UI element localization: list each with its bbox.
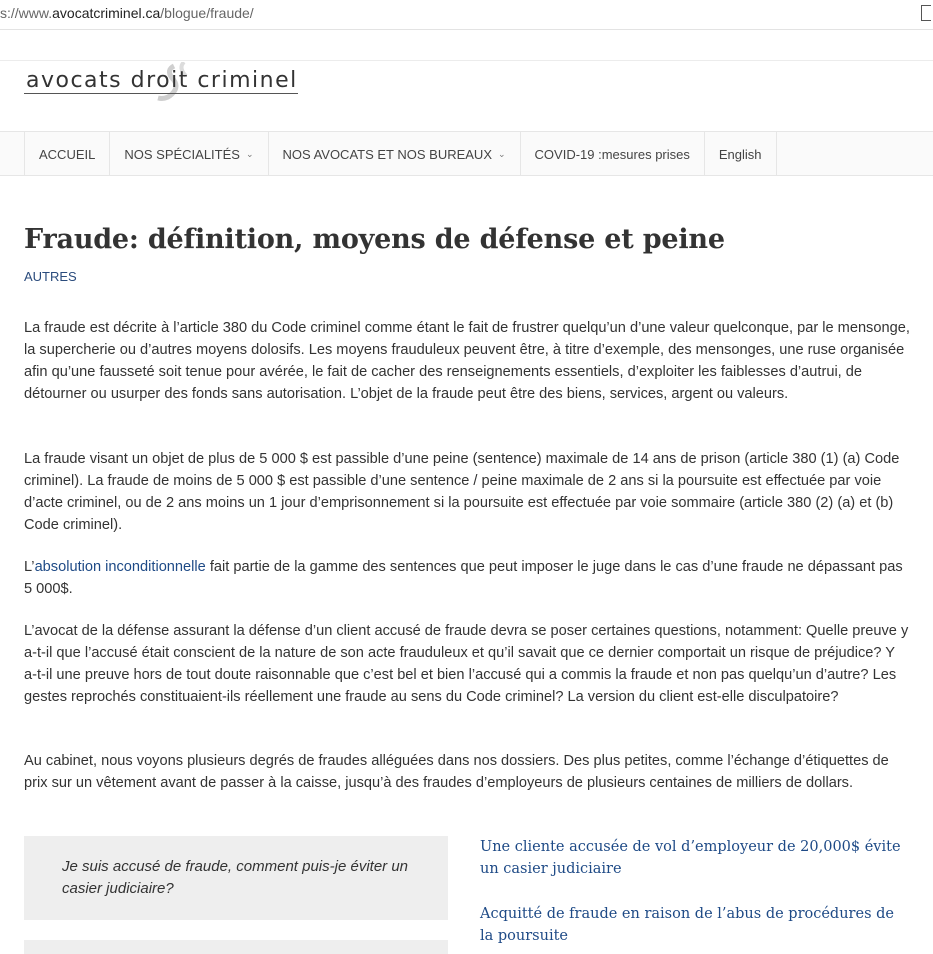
- category-link[interactable]: AUTRES: [24, 269, 77, 284]
- nav-item-specialites[interactable]: [110, 132, 268, 176]
- article-paragraph-1: La fraude est décrite à l’article 380 du Code criminel comme étant le fait de frustrer quelqu’un d’une valeur quelconque, par le mensonge, la supercherie ou d’autres moyens dolosifs. Les moyens frauduleux peuvent être, à titre d’exemple, des mensonges, une ruse organisée afin qu’une fausseté soit tenue pour avérée, le fait de cacher des renseignements essentiels, d’exploiter les faiblesses d’autrui, de détourner ou usurper des fonds sans autorisation. L’objet de la fraude peut être des biens, services, argent ou valeurs.: [24, 320, 910, 402]
- absolution-link[interactable]: absolution inconditionnelle: [34, 559, 206, 575]
- p3-rest: fait partie de la gamme des sentences que peut imposer le juge dans le cas d’une fraude ne dépassant pas 5 000$.: [24, 559, 903, 597]
- article-paragraph-4: L’avocat de la défense assurant la défense d’un client accusé de fraude devra se poser certaines questions, notamment: Quelle preuve y a-t-il que l’accusé était conscient de la nature de son acte frauduleux et qu’il savait que ce dernier comportait un risque de préjudice? Y a-t-il une preuve hors de tout doute raisonnable que c’est bel et bien l’accusé qui a commis la fraude et non pas quelqu’un d’autre? Les gestes reprochés constituaient-ils réellement une fraude au sens du Code criminel? La version du client est-elle disculpatoire?: [24, 623, 909, 705]
- logo-text: avocats droit criminel: [26, 68, 298, 93]
- logo-underline: [24, 93, 298, 94]
- nav-item-english[interactable]: [705, 132, 777, 176]
- url-domain: avocatcriminel.ca: [52, 5, 161, 21]
- window-edge-icon: [921, 5, 931, 21]
- nav-label: English: [718, 146, 762, 162]
- related-link-2[interactable]: Acquitté de fraude en raison de l’abus de procédures de la poursuite: [480, 906, 894, 944]
- url-prefix: s://www.: [0, 5, 53, 21]
- quote-box: [24, 836, 448, 920]
- site-logo[interactable]: [24, 62, 304, 108]
- chevron-down-icon: ⌄: [498, 148, 506, 159]
- article-paragraph-5: Au cabinet, nous voyons plusieurs degrés de fraudes alléguées dans nos dossiers. Des plus petites, comme l’échange d’étiquettes de prix sur un vêtement avant de passer à la caisse, jusqu’à des fraudes d’employeurs de plusieurs centaines de milliers de dollars.: [24, 753, 889, 791]
- quote-box-2: [24, 940, 448, 954]
- nav-item-avocats-bureaux[interactable]: [269, 132, 521, 176]
- nav-label: ACCUEIL: [39, 146, 96, 162]
- nav-label: NOS AVOCATS ET NOS BUREAUX: [282, 146, 492, 162]
- related-link-1[interactable]: Une cliente accusée de vol d’employeur de 20,000$ évite un casier judiciaire: [480, 839, 901, 877]
- nav-label: COVID-19 :mesures prises: [534, 146, 690, 162]
- nav-item-covid[interactable]: [521, 132, 705, 176]
- main-nav: [0, 131, 933, 176]
- chevron-down-icon: ⌄: [245, 148, 254, 159]
- page-title: Fraude: définition, moyens de défense et peine: [24, 224, 725, 255]
- quote-text: Je suis accusé de fraude, comment puis-je éviter un casier judiciaire?: [62, 858, 409, 897]
- article-paragraph-2: La fraude visant un objet de plus de 5 000 $ est passible d’une peine (sentence) maximale de 14 ans de prison (article 380 (1) (a) Code criminel). La fraude de moins de 5 000 $ est passible d’une sentence / peine maximale de 2 ans si la poursuite est effectuée par voie d’acte criminel, ou de 2 ans moins un 1 jour d’emprisonnement si la poursuite est effectuée par voie sommaire (article 380 (2) (a) et (b) Code criminel).: [24, 451, 900, 533]
- nav-label: NOS SPÉCIALITÉS: [124, 146, 240, 162]
- p3-prefix: L’: [24, 559, 35, 575]
- article-paragraph-3: [24, 556, 910, 600]
- url-text[interactable]: [0, 5, 254, 21]
- nav-item-accueil[interactable]: [24, 132, 110, 176]
- header-strip: [0, 31, 933, 61]
- browser-address-bar[interactable]: [0, 0, 933, 30]
- url-path: /blogue/fraude/: [160, 5, 254, 21]
